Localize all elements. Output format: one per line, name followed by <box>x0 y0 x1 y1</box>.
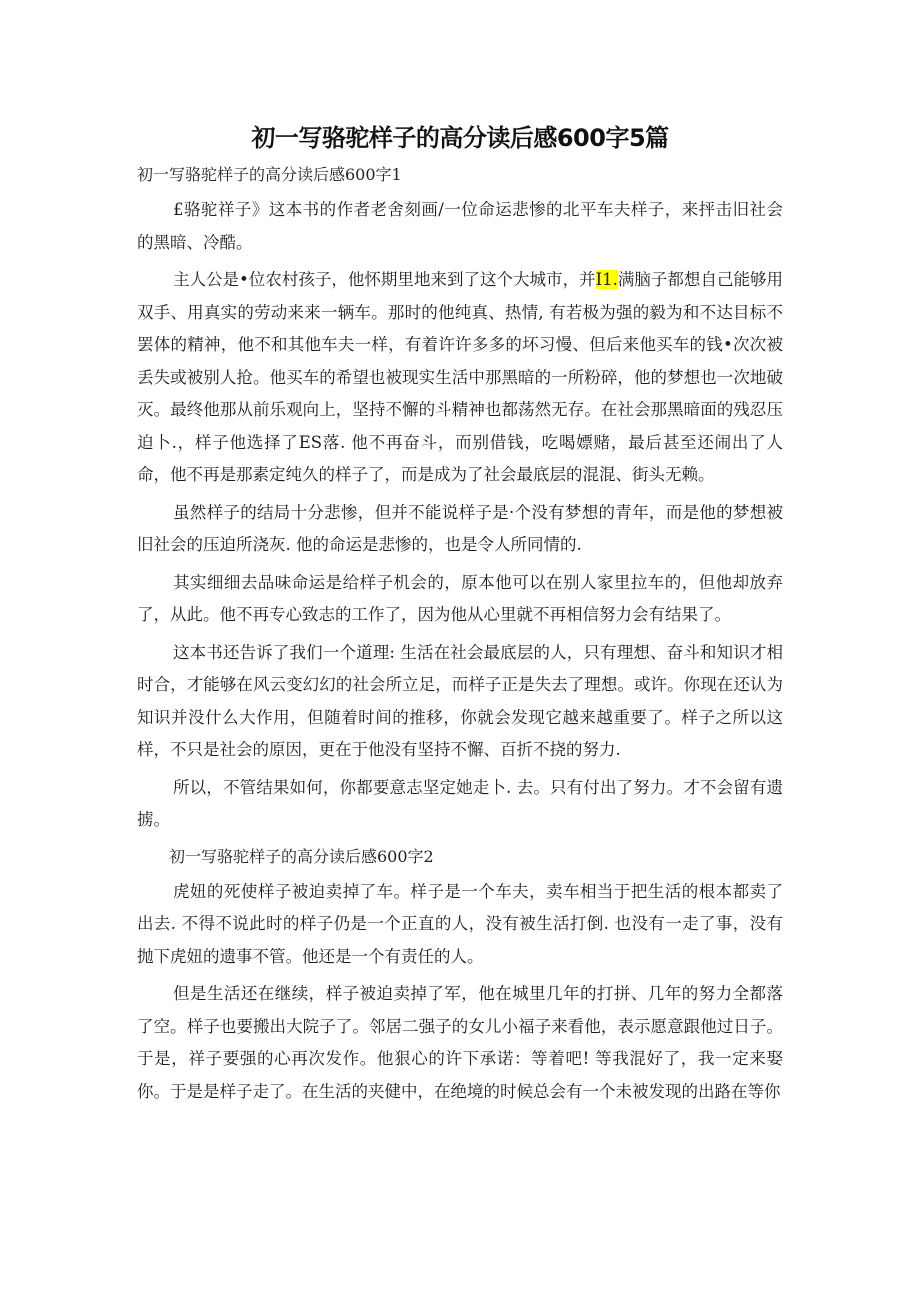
paragraph: 虽然样子的结局十分悲惨，但并不能说样子是·个没有梦想的青年，而是他的梦想被旧社会的压迫所浇灰. 他的命运是悲惨的，也是令人所同情的. <box>137 502 783 554</box>
document-title: 初一写骆驼样子的高分读后感600字5篇 <box>251 124 669 152</box>
section-heading: 初一写骆驼样子的高分读后感600字1 <box>137 165 402 184</box>
paragraph: 所以，不管结果如何，你都要意志坚定她走卜. 去。只有付出了努力。才不会留有遗掳。 <box>137 777 783 829</box>
section-heading: 初一写骆驼样子的高分读后感600字2 <box>169 846 434 866</box>
paragraph: 虎妞的死使样子被迫卖掉了车。样子是一个车夫，卖车相当于把生活的根本都卖了出去. 不得不说此时的样子仍是一个正直的人，没有被生活打倒. 也没有一走了事，没有抛下虎妞的遗事不管。他还是一个有责任的人。 <box>137 881 783 966</box>
paragraph: 但是生活还在继续，样子被迫卖掉了军，他在城里几年的打拼、几年的努力全都落了空。样子也要搬出大院子了。邻居二强子的女儿小福子来看他，表示愿意跟他过日子。于是，祥子要强的心再次发作。他狠心的许下承诺：等着吧! 等我混好了，我一定来娶你。于是是样子走了。在生活的夹健中，在绝境的时候总会有一个未被发现的出路在等你 <box>137 984 783 1101</box>
paragraph: 主人公是•位农村孩子，他怀期里地来到了这个大城市，并I1.满脑子都想自己能够用双手、用真实的劳动来来一辆车。那时的他纯真、热情, 有若极为强的毅为和不达目标不罢体的精神，他不和其他车夫一样，有着许许多多的坏习慢、但后来他买车的钱•次次被丢失或被别人抢。他买车的希望也被现实生活中那黑暗的一所粉碎，他的梦想也一次地破灭。最终他那从前乐观向上，坚持不懈的斗精神也都荡然无存。在社会那黑暗面的残忍压迫卜.，样子他选择了ES落. 他不再奋斗，而别借钱，吃喝嫖赌，最后甚至还闹出了人命，他不再是那素定纯久的样子了，而是成为了社会最底层的混混、街头无赖。 <box>137 270 783 484</box>
document-body <box>137 160 783 1113</box>
paragraph: 其实细细去品味命运是给样子机会的，原本他可以在别人家里拉车的，但他却放弃了，从此。他不再专心致志的工作了，因为他从心里就不再相信努力会有结果了。 <box>137 572 783 624</box>
paragraph: £骆驼祥子》这本书的作者老舍刻画/一位命运悲惨的北平车夫样子，来抨击旧社会的黑暗、冷酷。 <box>137 200 783 252</box>
paragraph: 这本书还告诉了我们一个道理: 生活在社会最底层的人，只有理想、奋斗和知识才相时合，才能够在风云变幻幻的社会所立足，而样子正是失去了理想。或许。你现在还认为知识并没什么大作用，但随着时间的推移，你就会发现它越来越重要了。样子之所以这样，不只是社会的原因，更在于他没有坚持不懈、百折不挠的努力. <box>137 642 783 759</box>
highlight-mark: I1. <box>595 270 618 289</box>
